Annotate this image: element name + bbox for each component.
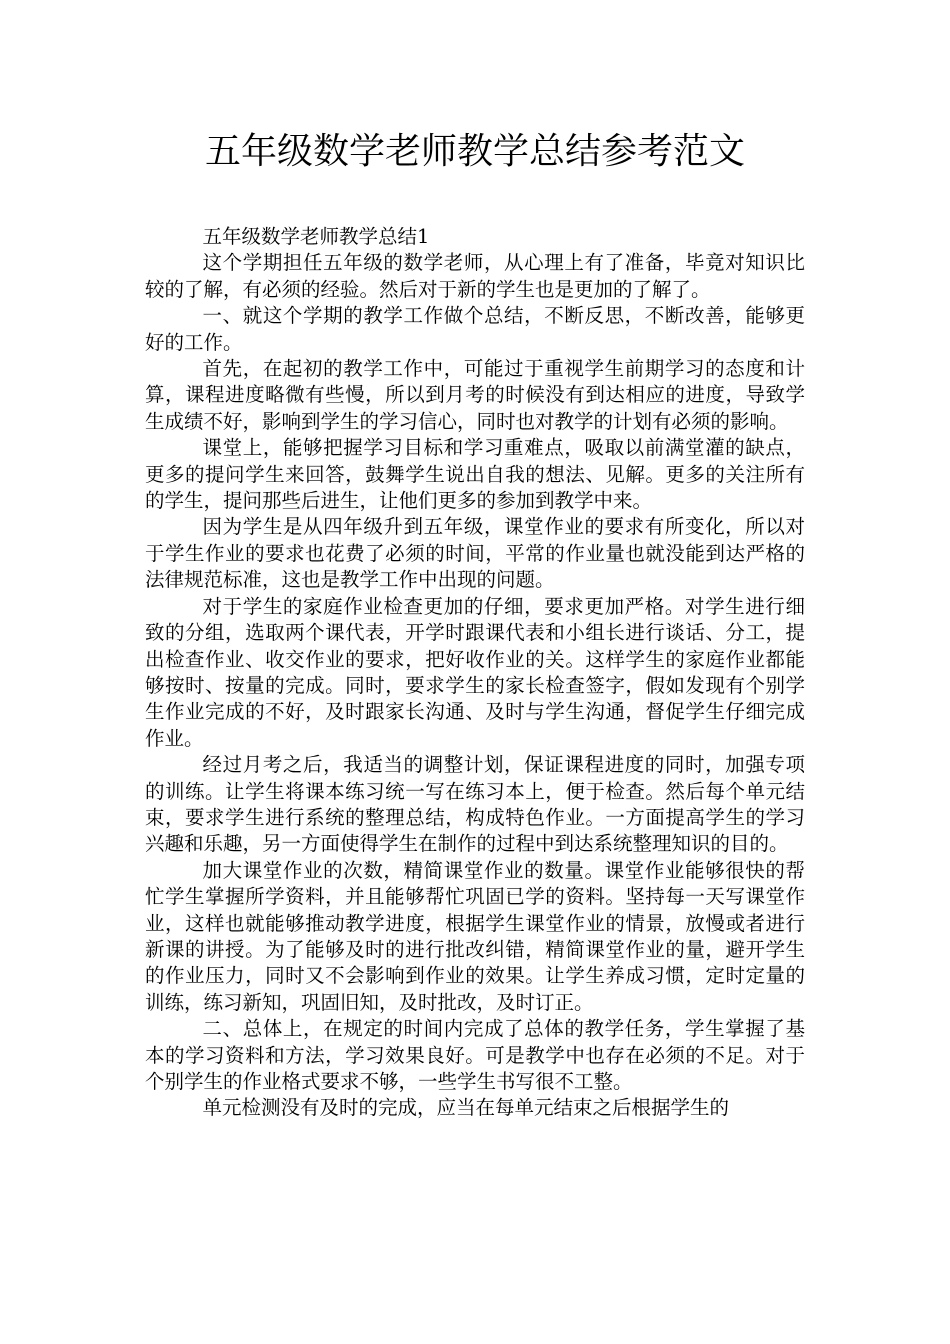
paragraph: 加大课堂作业的次数，精简课堂作业的数量。课堂作业能够很快的帮忙学生掌握所学资料，并且能够帮忙巩固已学的资料。坚持每一天写课堂作业，这样也就能够推动教学进度，根据学生课堂作业的情景，放慢或者进行新课的讲授。为了能够及时的进行批改纠错，精简课堂作业的量，避开学生的作业压力，同时又不会影响到作业的效果。让学生养成习惯，定时定量的训练，练习新知，巩固旧知，及时批改，及时订正。 xyxy=(145,858,805,1014)
paragraph: 一、就这个学期的教学工作做个总结，不断反思，不断改善，能够更好的工作。 xyxy=(145,304,805,354)
paragraph: 因为学生是从四年级升到五年级，课堂作业的要求有所变化，所以对于学生作业的要求也花费了必须的时间，平常的作业量也就没能到达严格的法律规范标准，这也是教学工作中出现的问题。 xyxy=(145,515,805,592)
paragraph: 课堂上，能够把握学习目标和学习重难点，吸取以前满堂灌的缺点，更多的提问学生来回答，鼓舞学生说出自我的想法、见解。更多的关注所有的学生，提问那些后进生，让他们更多的参加到教学中来。 xyxy=(145,436,805,513)
section-heading: 五年级数学老师教学总结1 xyxy=(202,225,430,248)
document-body xyxy=(145,224,805,1122)
paragraph: 二、总体上，在规定的时间内完成了总体的教学任务，学生掌握了基本的学习资料和方法，学习效果良好。可是教学中也存在必须的不足。对于个别学生的作业格式要求不够，一些学生书写很不工整。 xyxy=(145,1017,805,1093)
paragraph: 单元检测没有及时的完成，应当在每单元结束之后根据学生的 xyxy=(202,1096,730,1120)
document-title: 五年级数学老师教学总结参考范文 xyxy=(204,131,745,172)
paragraph: 经过月考之后，我适当的调整计划，保证课程进度的同时，加强专项的训练。让学生将课本练习统一写在练习本上，便于检查。然后每个单元结束，要求学生进行系统的整理总结，构成特色作业。一方面提高学生的学习兴趣和乐趣，另一方面使得学生在制作的过程中到达系统整理知识的目的。 xyxy=(145,753,805,856)
paragraph: 首先，在起初的教学工作中，可能过于重视学生前期学习的态度和计算，课程进度略微有些慢，所以到月考的时候没有到达相应的进度，导致学生成绩不好，影响到学生的学习信心，同时也对教学的计划有必须的影响。 xyxy=(145,357,805,433)
paragraph: 对于学生的家庭作业检查更加的仔细，要求更加严格。对学生进行细致的分组，选取两个课代表，开学时跟课代表和小组长进行谈话、分工，提出检查作业、收交作业的要求，把好收作业的关。这样学生的家庭作业都能够按时、按量的完成。同时，要求学生的家长检查签字，假如发现有个别学生作业完成的不好，及时跟家长沟通、及时与学生沟通，督促学生仔细完成作业。 xyxy=(145,594,805,750)
paragraph: 这个学期担任五年级的数学老师，从心理上有了准备，毕竟对知识比较的了解，有必须的经验。然后对于新的学生也是更加的了解了。 xyxy=(145,251,805,301)
